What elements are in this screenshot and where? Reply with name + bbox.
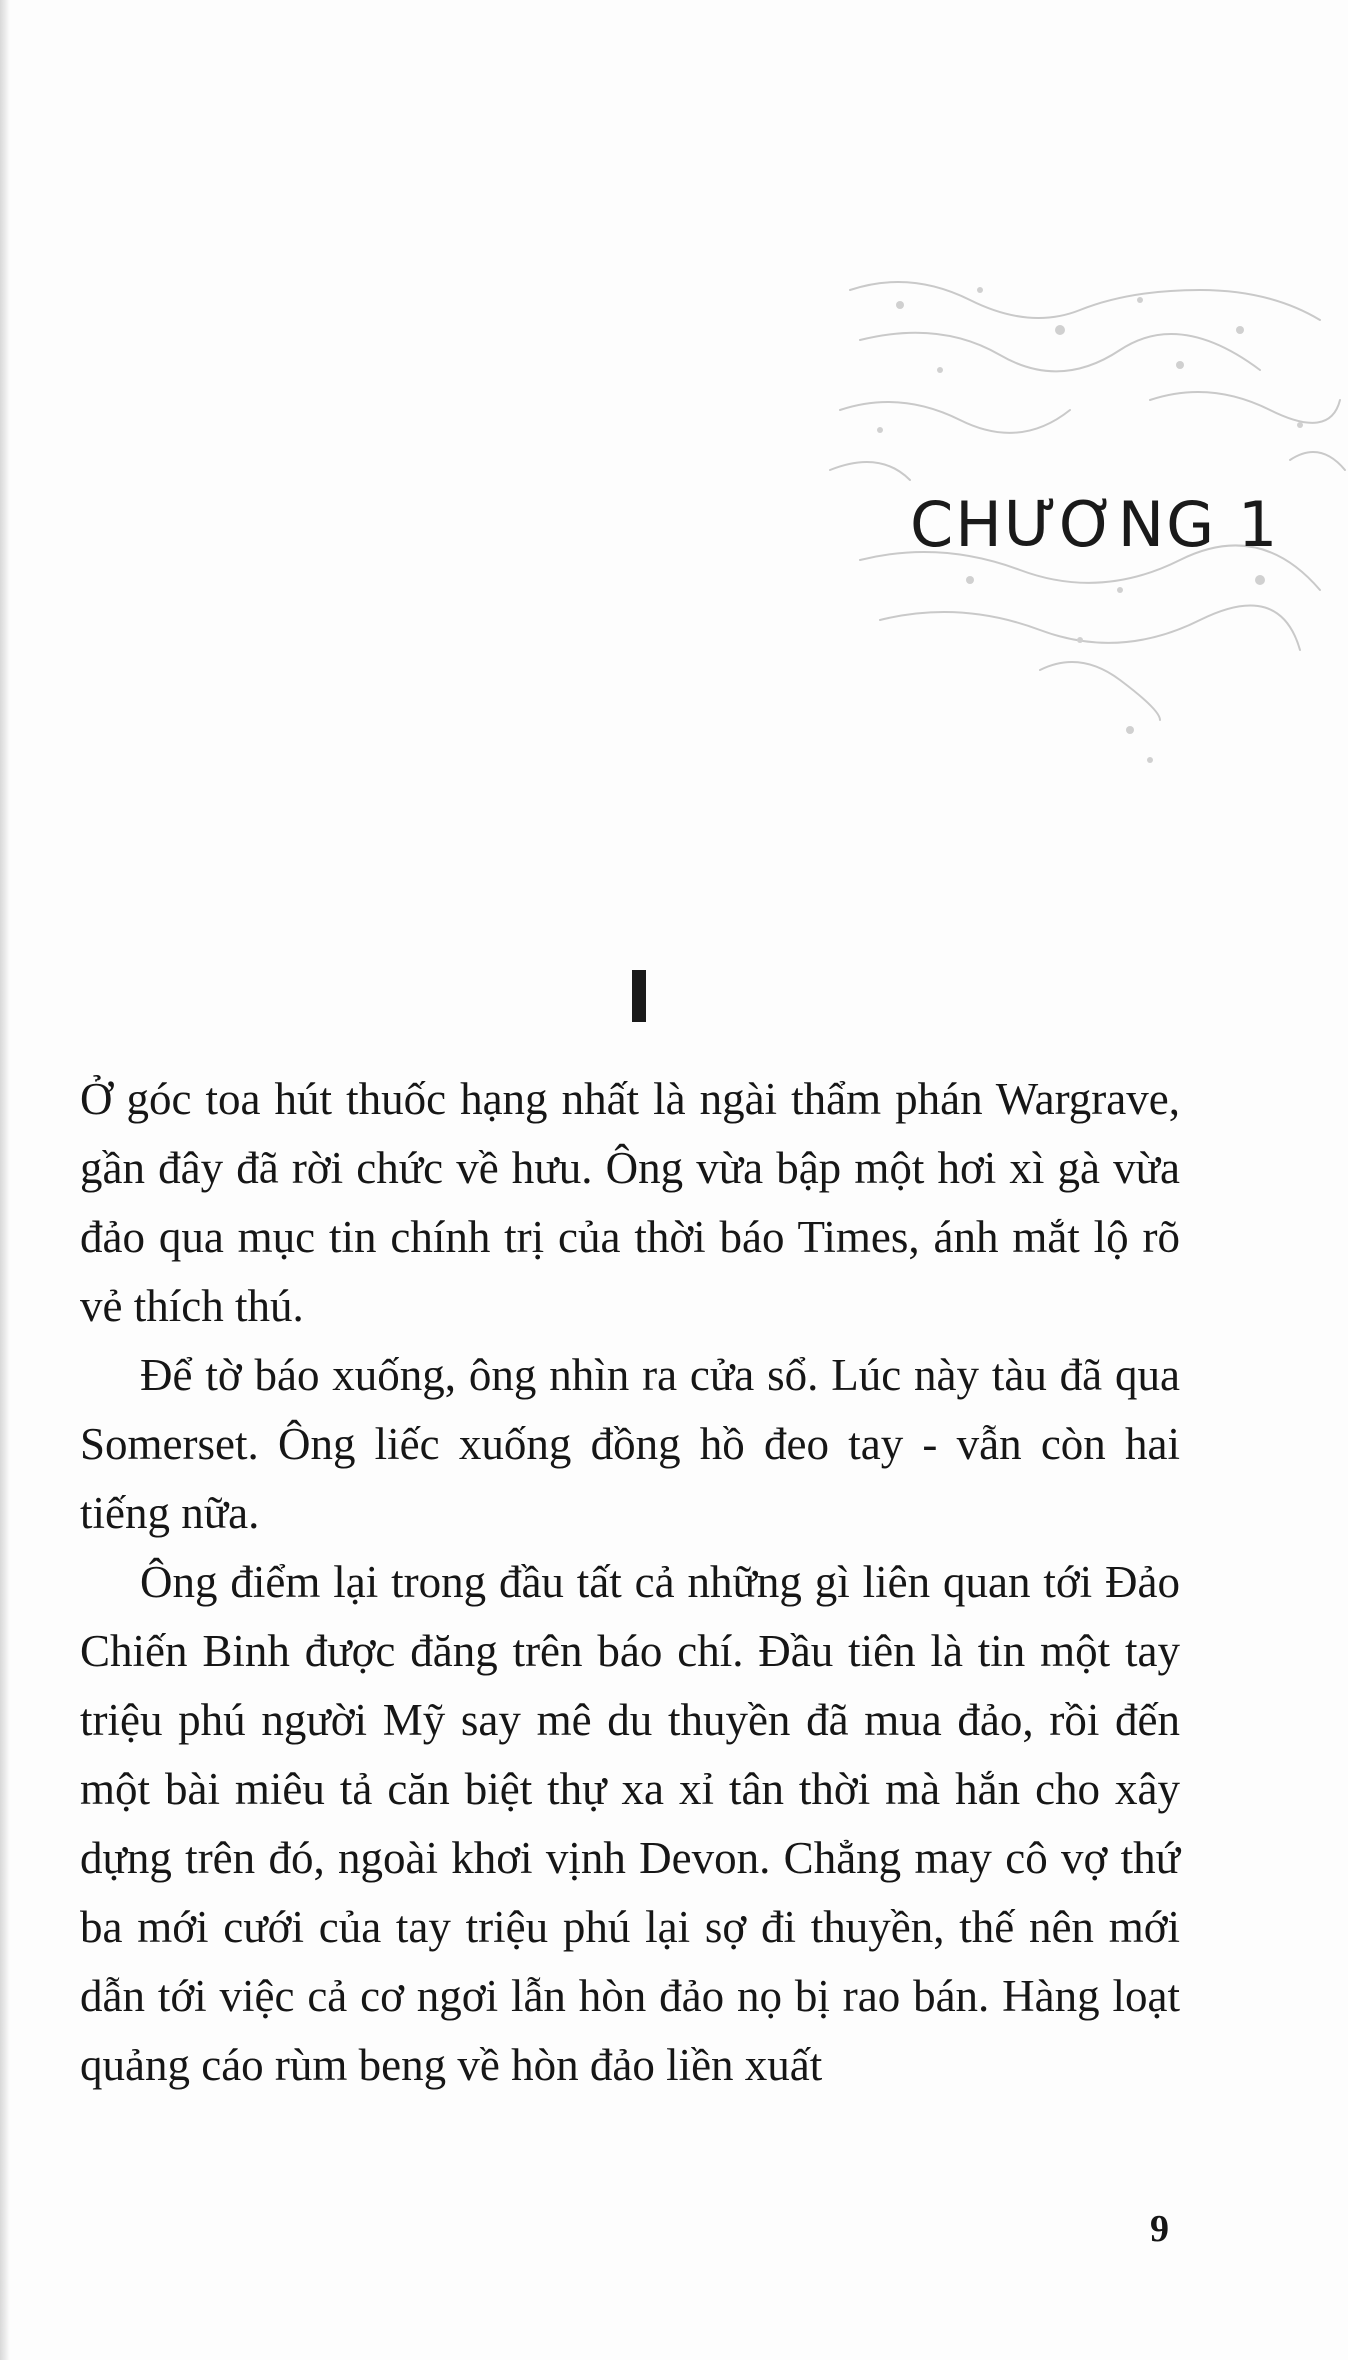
- paragraph: Để tờ báo xuống, ông nhìn ra cửa sổ. Lúc này tàu đã qua Somerset. Ông liếc xuống đồng hồ đeo tay - vẫn còn hai tiếng nữa.: [80, 1350, 1180, 1538]
- paragraph: Ông điểm lại trong đầu tất cả những gì liên quan tới Đảo Chiến Binh được đăng trên báo chí. Đầu tiên là tin một tay triệu phú người Mỹ say mê du thuyền đã mua đảo, rồi đến một bài miêu tả căn biệt thự xa xỉ tân thời mà hắn cho xây dựng trên đó, ngoài khơi vịnh Devon. Chẳng may cô vợ thứ ba mới cưới của tay triệu phú lại sợ đi thuyền, thế nên mới dẫn tới việc cả cơ ngơi lẫn hòn đảo nọ bị rao bán. Hàng loạt quảng cáo rùm beng về hòn đảo liền xuất: [80, 1557, 1180, 2090]
- paragraph: Ở góc toa hút thuốc hạng nhất là ngài thẩm phán Wargrave, gần đây đã rời chức về hưu. Ông vừa bập một hơi xì gà vừa đảo qua mục tin chính trị của thời báo Times, ánh mắt lộ rõ vẻ thích thú.: [80, 1074, 1180, 1331]
- page-edge-shadow: [0, 0, 10, 2360]
- chapter-title: CHƯƠNG 1: [910, 488, 1280, 561]
- section-number: [632, 970, 646, 1022]
- page-number: 9: [1150, 2208, 1169, 2250]
- body-text: [80, 1065, 1180, 2100]
